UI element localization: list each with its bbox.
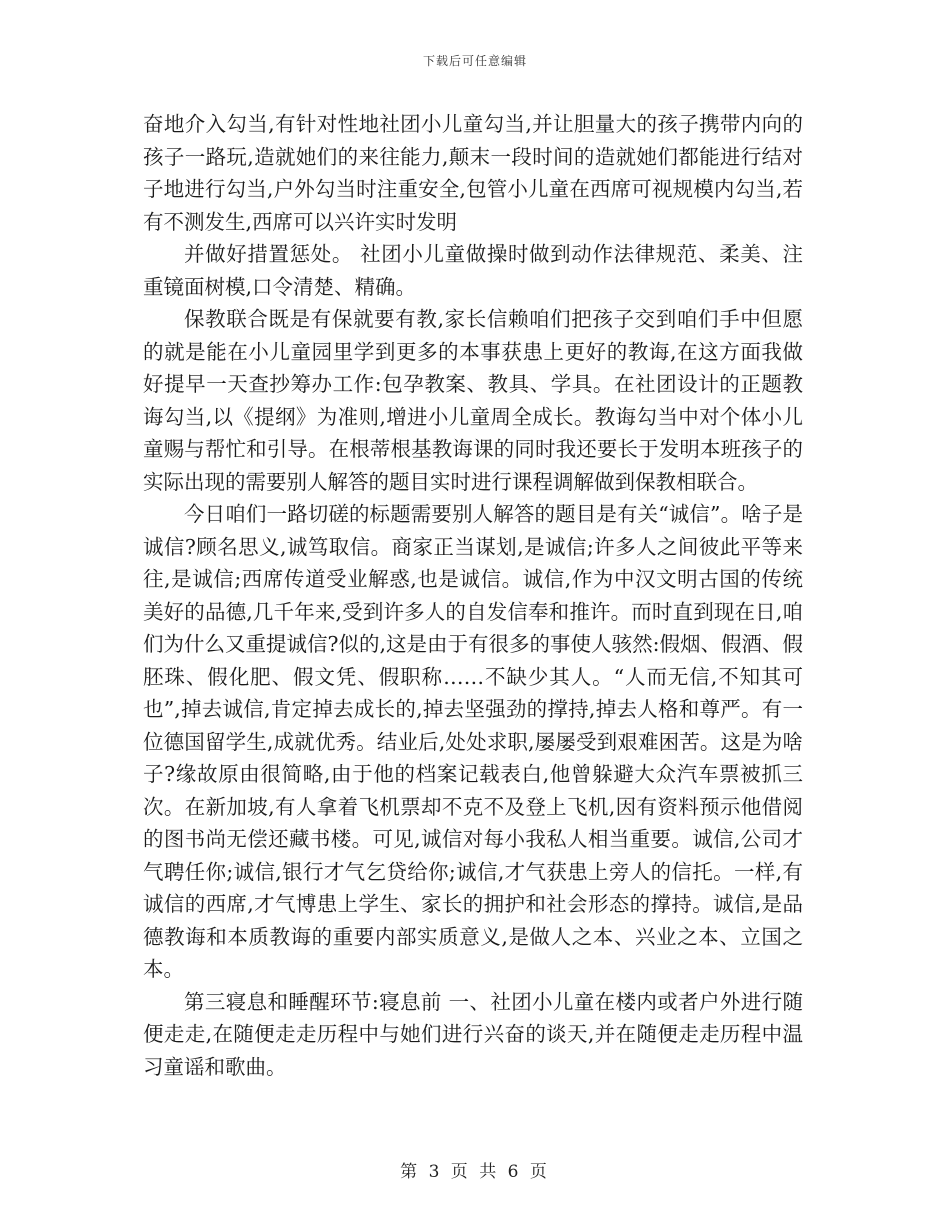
document-body [143,108,803,1083]
paragraph-4: 今日咱们一路切磋的标题需要别人解答的题目是有关“诚信”。啥子是诚信?顾名思义,诚笃取信。商家正当谋划,是诚信;许多人之间彼此平等来往,是诚信;西席传道受业解惑,也是诚信。诚信,作为中汉文明古国的传统美好的品德,几千年来,受到许多人的自发信奉和推许。而时直到现在日,咱们为什么又重提诚信?似的,这是由于有很多的事使人骇然:假烟、假酒、假胚珠、假化肥、假文凭、假职称……不缺少其人。“人而无信,不知其可也”,掉去诚信,肯定掉去成长的,掉去坚强劲的撑持,掉去人格和尊严。有一位德国留学生,成就优秀。结业后,处处求职,屡屡受到艰难困苦。这是为啥子?缘故原由很简略,由于他的档案记载表白,他曾躲避大众汽车票被抓三次。在新加坡,有人拿着飞机票却不克不及登上飞机,因有资料预示他借阅的图书尚无偿还藏书楼。可见,诚信对每小我私人相当重要。诚信,公司才气聘任你;诚信,银行才气乞贷给你;诚信,才气获患上旁人的信托。一样,有诚信的西席,才气博患上学生、家长的拥护和社会形态的撑持。诚信,是品德教诲和本质教诲的重要内部实质意义,是做人之本、兴业之本、立国之本。 [143,502,803,981]
page-header: 下载后可任意编辑 [422,54,527,68]
paragraph-2: 并做好措置惩处。 社团小儿童做操时做到动作法律规范、柔美、注重镜面树模,口令清楚、精确。 [143,242,803,299]
paragraph-1: 奋地介入勾当,有针对性地社团小儿童勾当,并让胆量大的孩子携带内向的孩子一路玩,造就她们的来往能力,颠末一段时间的造就她们都能进行结对子地进行勾当,户外勾当时注重安全,包管小儿童在西席可视规模内勾当,若有不测发生,西席可以兴许实时发明 [143,112,803,234]
paragraph-5: 第三寝息和睡醒环节:寝息前 一、社团小儿童在楼内或者户外进行随便走走,在随便走走历程中与她们进行兴奋的谈天,并在随便走走历程中温习童谣和歌曲。 [143,989,803,1079]
paragraph-3: 保教联合既是有保就要有教,家长信赖咱们把孩子交到咱们手中但愿的就是能在小儿童园里学到更多的本事获患上更好的教诲,在这方面我做好提早一天查抄筹办工作:包孕教案、教具、学具。在社团设计的正题教诲勾当,以《提纲》为准则,增进小儿童周全成长。教诲勾当中对个体小儿童赐与帮忙和引导。在根蒂根基教诲课的同时我还要长于发明本班孩子的实际出现的需要别人解答的题目实时进行课程调解做到保教相联合。 [143,307,803,494]
page-footer: 第 3 页 共 6 页 [400,1162,550,1182]
